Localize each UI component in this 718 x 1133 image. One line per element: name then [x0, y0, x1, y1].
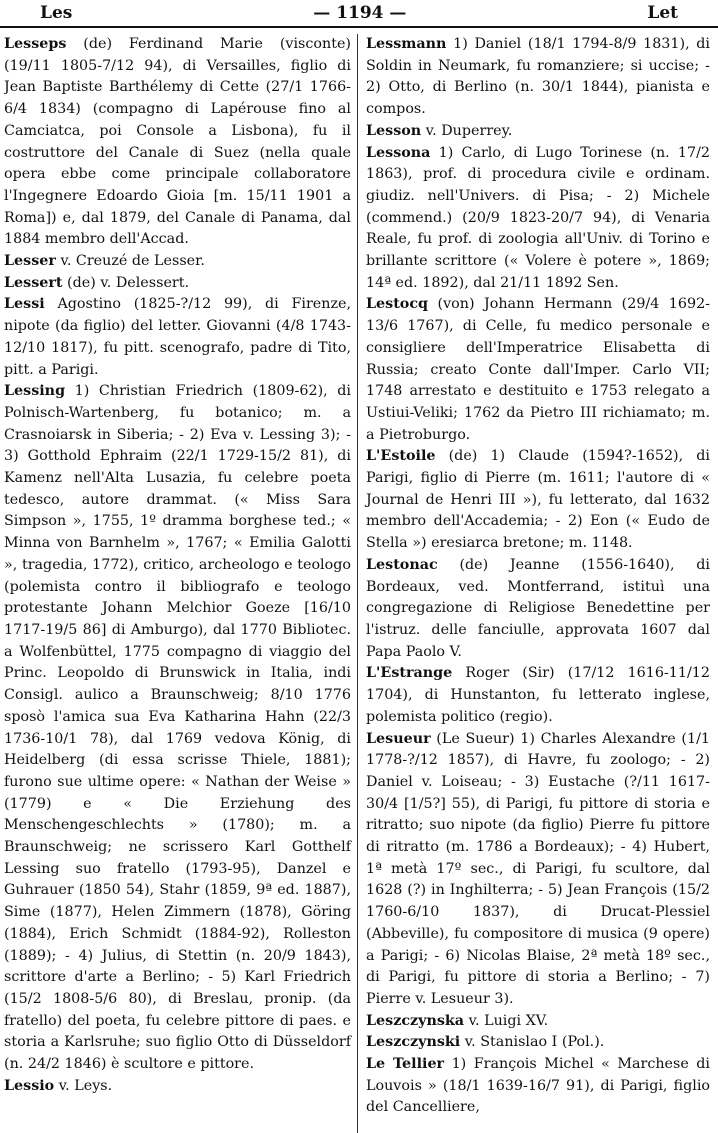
entry	[366, 294, 710, 446]
entry-headword: Lessona	[366, 144, 431, 161]
entry-headword: L'Estrange	[366, 665, 453, 682]
entry-text: v. Creuzé de Lesser.	[60, 253, 205, 270]
entry	[4, 381, 351, 1076]
entry-text: (de) Jeanne (1556-1640), di Bordeaux, ved. Montferrand, istituì una congregazione di Religiose Benedettine per l'istruz. delle fanciulle, approvata 1607 dal Papa Paolo V.	[366, 556, 710, 660]
entry-text: 1) François Michel « Marchese di Louvois » (18/1 1639-16/7 91), di Parigi, figlio del Cancelliere,	[366, 1056, 710, 1116]
entry-headword: Lesson	[366, 122, 422, 139]
entry-text: Roger (Sir) (17/12 1616-11/12 1704), di Hunstanton, fu letterato inglese, polemista politico (regio).	[366, 665, 710, 725]
entry-text: 1) Christian Friedrich (1809-62), di Polnisch-Wartenberg, fu botanico; m. a Crasnoiarsk in Siberia; - 2) Eva v. Lessing 3); - 3) Gotthold Ephraim (22/1 1729-15/2 81), di Kamenz nell'Alta Lusazia, fu celebre poeta tedesco, autore drammat. (« Miss Sara Simpson », 1755, 1º dramma borghese ted.; « Minna von Barnhelm », 1767; « Emilia Galotti », tragedia, 1772), critico, archeologo e teologo (polemista contro il bibliografo e teologo protestante Johann Melchior Goeze [16/10 1717-19/5 86] di Amburgo), dal 1770 Bibliotec. a Wolfenbüttel, 1775 compagno di viaggio del Princ. Leopoldo di Brunswick in Italia, indi Consigl. aulico a Braunschweig; 8/10 1776 sposò l'amica sua Eva Katharina Hahn (22/3 1736-10/1 78), dal 1769 vedova König, di Heidelberg (di essa scrisse Thiele, 1881); furono sue ultime opere: « Nathan der Weise » (1779) e « Die Erziehung des Menschengeschlechts » (1780); m. a Braunschweig; ne scrissero Karl Gotthelf Lessing suo fratello (1793-95), Danzel e Guhrauer (1850 54), Stahr (1859, 9ª ed. 1887), Sime (1877), Helen Zimmern (1878), Göring (1884), Erich Schmidt (1884-92), Rolleston (1889); - 4) Julius, di Stettin (n. 20/9 1843), scrittore d'arte a Berlino; - 5) Karl Friedrich (15/2 1808-5/6 80), di Breslau, pronip. (da fratello) del poeta, fu celebre pittore di paes. e storia a Karlsruhe; suo figlio Otto di Düsseldorf (n. 24/2 1846) è scultore e pittore.	[4, 383, 352, 1073]
entry-headword: L'Estoile	[366, 448, 436, 465]
entry-headword: Le Tellier	[366, 1056, 445, 1073]
entry-text: 1) Carlo, di Lugo Torinese (n. 17/2 1863), prof. di procedura civile e ordinam. giudiz. nell'Univers. di Pisa; - 2) Michele (commend.) (20/9 1823-20/7 94), di Venaria Reale, fu prof. di zoologia all'Univ. di Torino e brillante scrittore (« Volere è potere », 1869; 14ª ed. 1892), dal 21/11 1892 Sen.	[366, 144, 710, 291]
entry	[366, 1054, 710, 1119]
header-right-guideword: Let	[647, 3, 678, 23]
entry-headword: Lesser	[4, 253, 56, 270]
entry	[4, 251, 351, 273]
entry-text: (Le Sueur) 1) Charles Alexandre (1/1 1778-?/12 1857), di Havre, fu zoologo; - 2) Daniel v. Loiseau; - 3) Eustache (?/11 1617-30/4 [1/5?] 55), di Parigi, fu pittore di storia e ritratto; suo nipote (da figlio) Pierre fu pittore di ritratto (m. 1786 a Bordeaux); - 4) Hubert, 1ª metà 17º sec., di Parigi, fu scultore, dal 1628 (?) in Inghilterra; - 5) Jean François (15/2 1760-6/10 1837), di Drucat-Plessiel (Abbeville), fu compositore di musica (9 opere) a Parigi; - 6) Nicolas Blaise, 2ª metà 18º sec., di Parigi, fu pittore di storia a Berlino; - 7) Pierre v. Lesueur 3).	[366, 730, 710, 1007]
entry	[366, 555, 710, 664]
entry-headword: Lessmann	[366, 36, 447, 52]
entry-headword: Lessi	[4, 296, 45, 313]
entry-text: Agostino (1825-?/12 99), di Firenze, nipote (da figlio) del letter. Giovanni (4/8 1743-12/10 1817), fu pitt. scenografo, padre di Tito, pitt. a Parigi.	[4, 296, 351, 378]
entry	[4, 273, 351, 295]
entry-text: (de) v. Delessert.	[67, 274, 190, 291]
entry-headword: Lessing	[4, 383, 66, 400]
entry-headword: Leszczynska	[366, 1012, 465, 1029]
entry-text: (de) Ferdinand Marie (visconte) (19/11 1805-7/12 94), di Versailles, figlio di Jean Baptiste Barthélemy di Cette (27/1 1766-6/4 1834) (compagno di Lapérouse fino al Camciatca, poi Console a Lisbona), fu il costruttore del Canale di Suez (nella quale opera ebbe come principale collaboratore l'Ingegnere Edoardo Gioia [m. 15/11 1901 a Roma]) e, dal 1879, del Canale di Panama, dal 1884 membro dell'Accad.	[4, 36, 352, 248]
columns	[4, 34, 714, 1133]
entry	[366, 143, 710, 295]
entry	[366, 663, 710, 728]
entry-headword: Lessert	[4, 274, 63, 291]
left-column	[4, 34, 357, 1133]
entry-text: (von) Johann Hermann (29/4 1692-13/6 1767), di Celle, fu medico personale e consigliere dell'Imperatrice Elisabetta di Russia; creato Conte dall'Imper. Carlo VII; 1748 arrestato e destituito e 1753 relegato a Ustiui-Veliki; 1762 da Pietro III richiamato; m. a Pietroburgo.	[366, 296, 710, 443]
entry-headword: Lestocq	[366, 296, 429, 313]
entry	[366, 121, 710, 143]
entry-text: 1) Daniel (18/1 1794-8/9 1831), di Soldin in Neumark, fu romanziere; si uccise; - 2) Otto, di Berlino (n. 30/1 1844), pianista e compos.	[366, 36, 710, 118]
page-header	[0, 0, 718, 28]
entry	[366, 1032, 710, 1054]
page-number: — 1194 —	[313, 3, 407, 23]
entry	[4, 294, 351, 381]
entry-headword: Lestonac	[366, 556, 438, 573]
entry	[4, 1076, 351, 1098]
entry	[4, 34, 351, 251]
entry-text: v. Luigi XV.	[468, 1012, 549, 1029]
entry-text: v. Stanislao I (Pol.).	[464, 1034, 605, 1051]
entry-headword: Lesueur	[366, 730, 431, 747]
right-column	[357, 34, 710, 1133]
entry-text: v. Leys.	[58, 1077, 113, 1094]
entry-headword: Lesseps	[4, 36, 67, 52]
entry	[366, 729, 710, 1011]
entry-text: v. Duperrey.	[425, 122, 513, 139]
entry	[366, 34, 710, 121]
entry-headword: Leszczynski	[366, 1034, 461, 1051]
entry	[366, 1011, 710, 1033]
entry-text: (de) 1) Claude (1594?-1652), di Parigi, figlio di Pierre (m. 1611; l'autore di « Journal de Henri III »), fu letterato, dal 1632 membro dell'Accademia; - 2) Eon (« Eudo de Stella ») eresiarca bretone; m. 1148.	[366, 448, 710, 552]
entry-headword: Lessio	[4, 1077, 55, 1094]
entry	[366, 446, 710, 555]
header-left-guideword: Les	[40, 3, 73, 23]
